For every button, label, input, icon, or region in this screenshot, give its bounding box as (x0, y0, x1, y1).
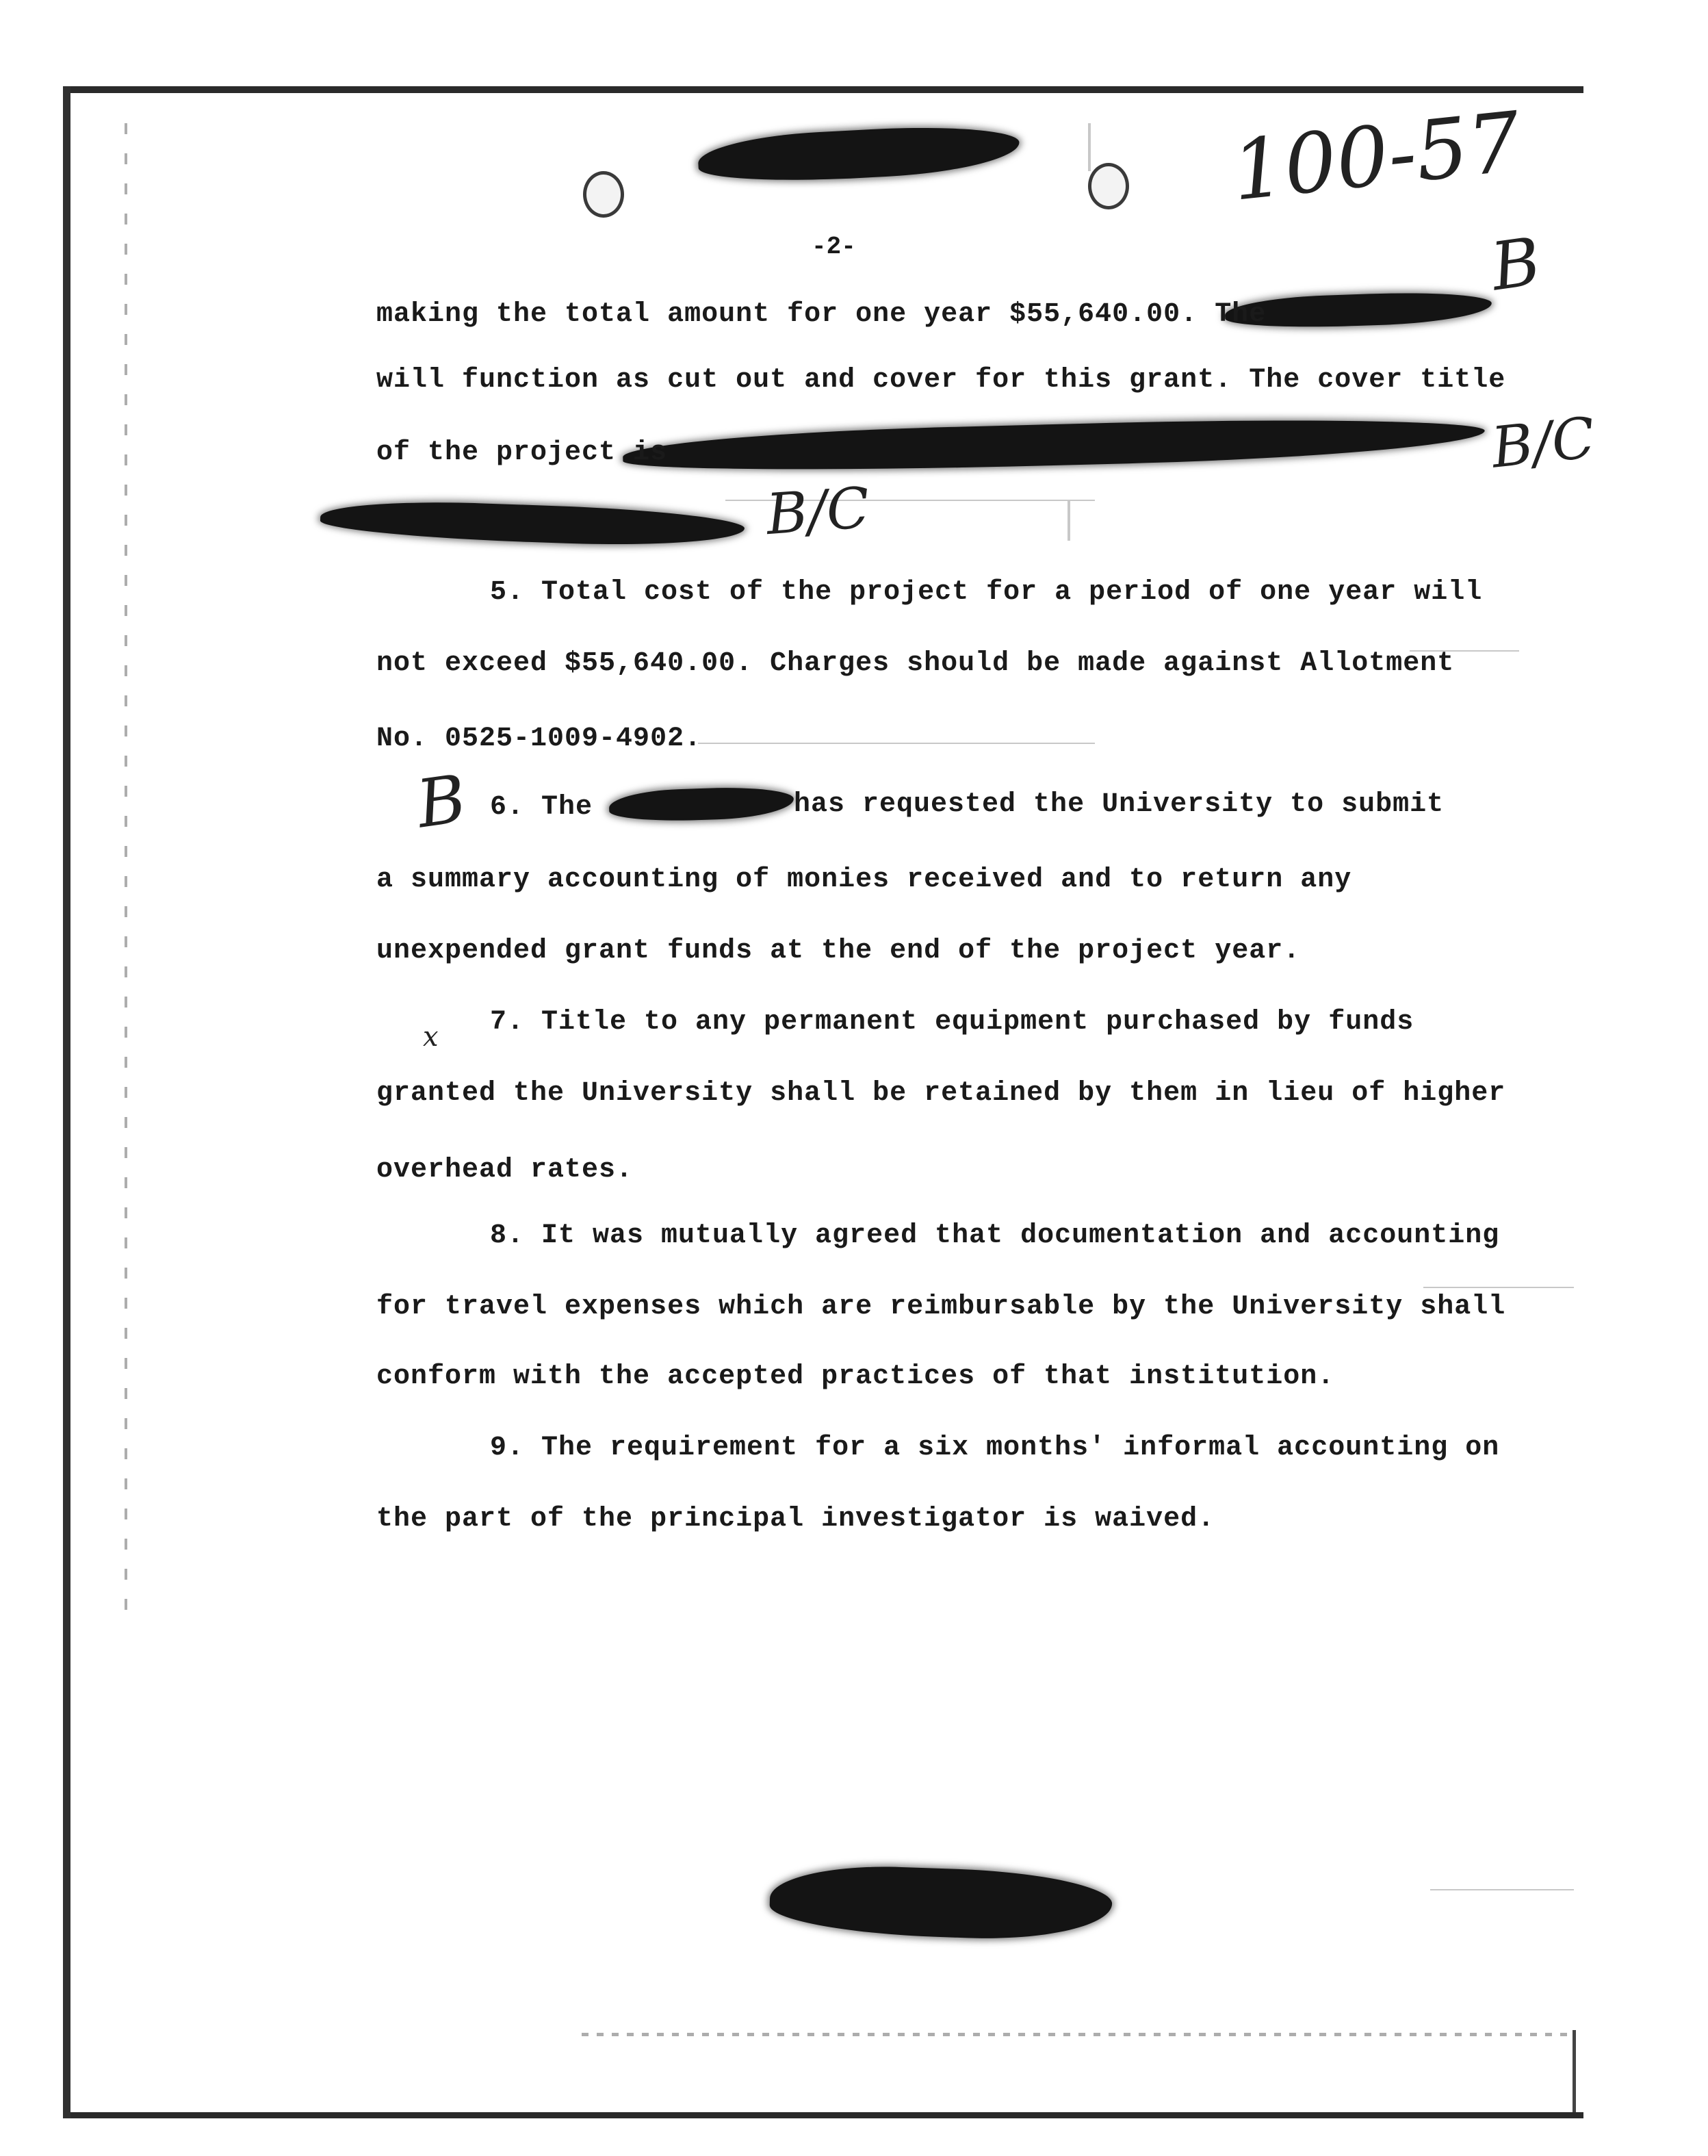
paragraph-8-line: 8. It was mutually agreed that documentation and accounting (490, 1220, 1500, 1251)
faint-rule (1430, 1889, 1574, 1890)
paragraph-5-line: not exceed $55,640.00. Charges should be made against Allotment (376, 648, 1455, 679)
left-border-line (63, 86, 70, 2118)
redaction-organization (608, 785, 794, 823)
paragraph-8-line: conform with the accepted practices of that institution. (376, 1361, 1335, 1392)
punch-hole-right (1088, 163, 1129, 209)
paragraph-6-line: has requested the University to submit (794, 789, 1445, 820)
paragraph-5-line: 5. Total cost of the project for a period of one year will (490, 577, 1483, 608)
paragraph-8-line: for travel expenses which are reimbursable by the University shall (376, 1292, 1506, 1322)
handwritten-mark-bc: B/C (764, 475, 872, 548)
text-line: making the total amount for one year $55,640.00. The (376, 299, 1267, 330)
paragraph-6-line: unexpended grant funds at the end of the project year. (376, 936, 1301, 966)
faint-rule (1068, 500, 1070, 541)
faint-rule (1423, 1287, 1574, 1288)
redaction-project-title (622, 413, 1485, 477)
paragraph-6-line: 6. The (490, 792, 593, 823)
faint-rule (1088, 123, 1091, 171)
redaction-project-title-cont (320, 498, 745, 550)
faint-rule (698, 743, 1095, 744)
top-border-line (63, 86, 1583, 93)
redaction-footer (768, 1862, 1113, 1942)
handwritten-mark-bc: B/C (1488, 405, 1599, 481)
paragraph-6-line: a summary accounting of monies received and to return any (376, 864, 1352, 895)
handwritten-mark-b: B (1486, 222, 1545, 306)
paragraph-7-line: 7. Title to any permanent equipment purchased by funds (490, 1007, 1414, 1038)
handwritten-mark-x: x (423, 1021, 439, 1053)
right-border-mark (1573, 2030, 1576, 2112)
paragraph-9-line: 9. The requirement for a six months' informal accounting on (490, 1433, 1500, 1463)
paragraph-9-line: the part of the principal investigator is waived. (376, 1504, 1215, 1535)
page-number: -2- (812, 233, 856, 261)
punch-hole-left (583, 171, 624, 218)
paragraph-5-line: No. 0525-1009-4902. (376, 723, 702, 754)
paragraph-7-line: granted the University shall be retained by them in lieu of higher (376, 1078, 1506, 1109)
redaction-header (697, 122, 1020, 187)
text-line: will function as cut out and cover for this grant. The cover title (376, 365, 1506, 396)
bottom-border-line (63, 2112, 1583, 2118)
left-scan-speckle (125, 123, 127, 1629)
paragraph-7-line: overhead rates. (376, 1155, 634, 1185)
footer-scan-line (582, 2033, 1574, 2036)
text-line: of the project is (376, 437, 668, 468)
handwritten-mark-b: B (412, 760, 471, 843)
handwritten-file-number: 100-57 (1227, 94, 1525, 220)
